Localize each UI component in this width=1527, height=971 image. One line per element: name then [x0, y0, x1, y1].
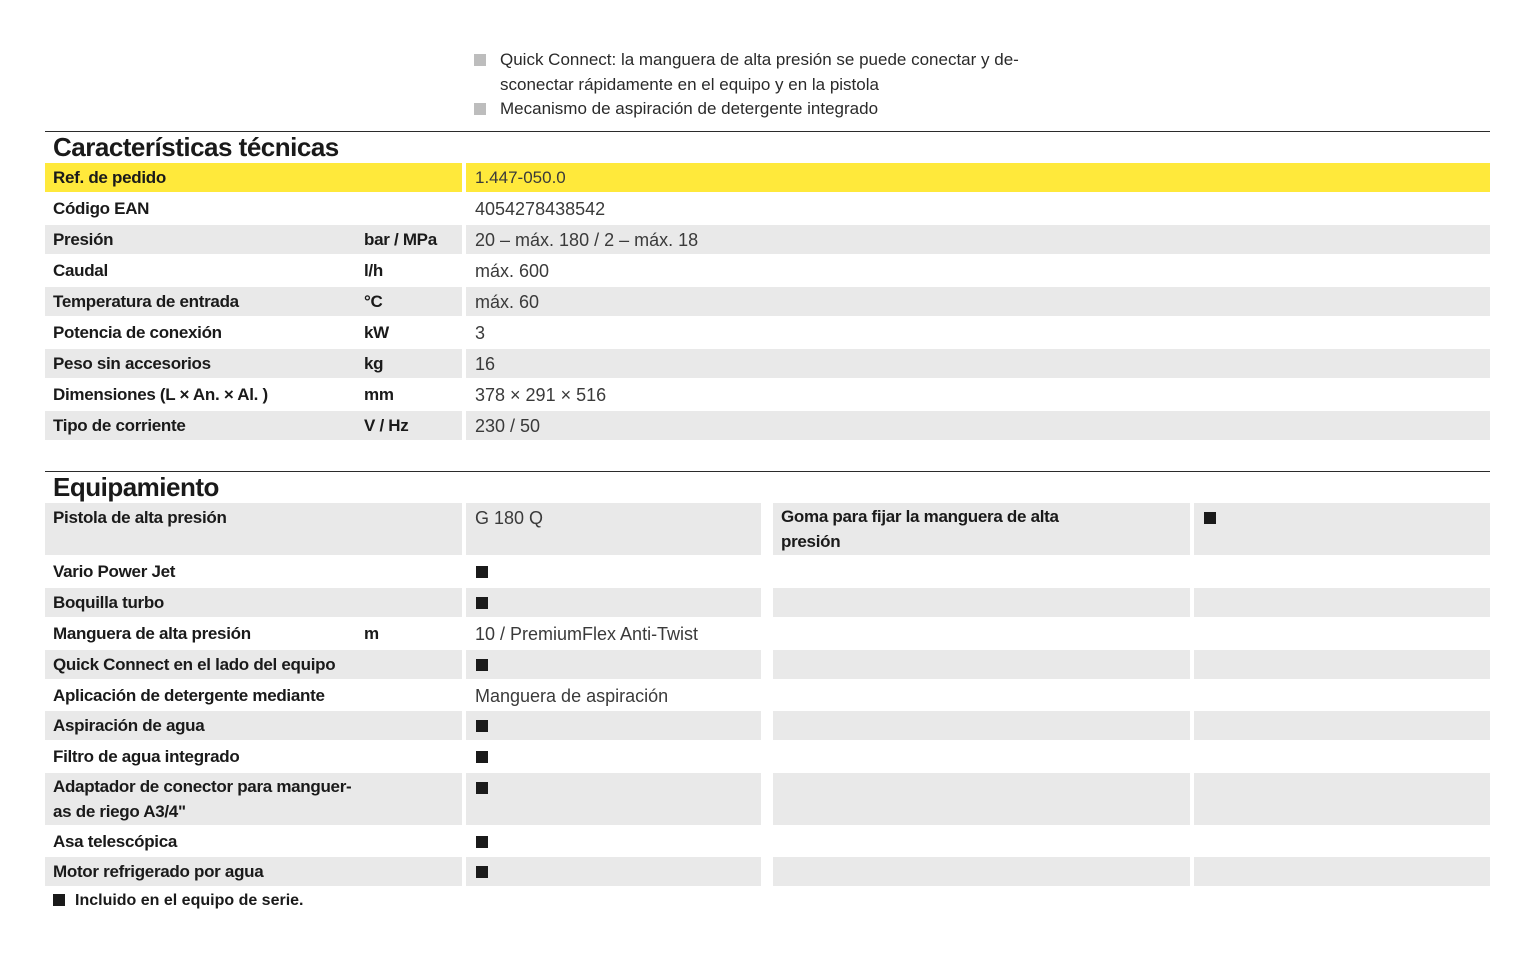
row-label: Pistola de alta presión: [45, 503, 462, 555]
row-label: Temperatura de entrada: [53, 292, 239, 311]
table-row: [45, 194, 1490, 223]
included-square-icon: [476, 659, 488, 671]
row-value: máx. 600: [475, 261, 550, 281]
included-square-icon: [476, 866, 488, 878]
tech-section-title: Características técnicas: [53, 132, 339, 162]
row-label: Caudal: [53, 261, 108, 280]
row-unit: V / Hz: [364, 416, 409, 435]
bullet-square-icon: [474, 103, 486, 115]
row-value: 3: [475, 323, 486, 343]
row-label: Presión: [53, 230, 114, 249]
row-value: Manguera de aspiración: [475, 686, 669, 706]
feature-item: Quick Connect: la manguera de alta presión se puede conectar y de- sconectar rápidamente en el equipo y en la pistola: [474, 48, 1054, 97]
included-square-icon: [476, 782, 488, 794]
table-row: [45, 650, 1490, 679]
table-row: [45, 773, 1490, 825]
table-row: [45, 256, 1490, 285]
table-row: [45, 225, 1490, 254]
legend: [53, 892, 304, 910]
included-square-icon: [476, 751, 488, 763]
table-row: [45, 163, 1490, 192]
included-square-icon: [476, 566, 488, 578]
row-label: Filtro de agua integrado: [53, 747, 240, 766]
bullet-square-icon: [474, 54, 486, 66]
table-row: [45, 681, 1490, 710]
table-row: [45, 380, 1490, 409]
table-row: [45, 557, 1490, 586]
row-unit: kg: [364, 354, 384, 373]
table-row: [45, 827, 1490, 856]
row-unit: °C: [364, 292, 383, 311]
row-label: Código EAN: [53, 199, 150, 218]
row-label: Manguera de alta presión: [53, 624, 251, 643]
table-row: [45, 619, 1490, 648]
feature-list: [474, 48, 1054, 122]
included-square-icon: [476, 720, 488, 732]
row-value: 378 × 291 × 516: [475, 385, 607, 405]
row-unit: mm: [364, 385, 394, 404]
legend-text: Incluido en el equipo de serie.: [75, 892, 304, 909]
row-label: Asa telescópica: [53, 832, 178, 851]
included-square-icon: [476, 836, 488, 848]
table-row: [45, 287, 1490, 316]
row-label: Ref. de pedido: [45, 163, 462, 192]
row-label: Adaptador de conector para manguer- as de riego A3/4": [45, 773, 462, 825]
row-label: Peso sin accesorios: [53, 354, 211, 373]
row-label: Motor refrigerado por agua: [45, 857, 462, 886]
table-row: [45, 857, 1490, 886]
included-square-icon: [1204, 512, 1216, 524]
row-label: Tipo de corriente: [53, 416, 186, 435]
row-value: 230 / 50: [466, 411, 1490, 440]
table-row: [45, 742, 1490, 771]
row-label: Aspiración de agua: [45, 711, 462, 740]
row-label: Quick Connect en el lado del equipo: [45, 650, 462, 679]
equip-section-title: Equipamiento: [53, 472, 219, 502]
row-value: 1.447-050.0: [466, 163, 1490, 192]
section-divider: [45, 471, 1490, 472]
row-label: Dimensiones (L × An. × Al. ): [53, 385, 268, 404]
row-value: máx. 60: [466, 287, 1490, 316]
table-row: [45, 411, 1490, 440]
row-unit: bar / MPa: [364, 230, 437, 249]
row-value: 20 – máx. 180 / 2 – máx. 18: [466, 225, 1490, 254]
row-unit: m: [364, 624, 379, 643]
table-row: [45, 588, 1490, 617]
row-value: 10 / PremiumFlex Anti-Twist: [475, 624, 699, 644]
row-value: G 180 Q: [466, 503, 761, 555]
feature-item: Mecanismo de aspiración de detergente integrado: [474, 97, 1054, 122]
row-label-secondary: Goma para fijar la manguera de alta presión: [773, 503, 1190, 555]
included-square-icon: [476, 597, 488, 609]
table-row: [45, 318, 1490, 347]
row-label: Potencia de conexión: [53, 323, 222, 342]
row-value: 16: [466, 349, 1490, 378]
row-unit: l/h: [364, 261, 383, 280]
row-label: Boquilla turbo: [45, 588, 462, 617]
included-square-icon: [53, 894, 65, 906]
table-row: [45, 349, 1490, 378]
row-value: 4054278438542: [475, 199, 606, 219]
table-row: [45, 711, 1490, 740]
row-unit: kW: [364, 323, 389, 342]
row-label: Vario Power Jet: [53, 562, 176, 581]
row-label: Aplicación de detergente mediante: [53, 686, 325, 705]
table-row: [45, 503, 1490, 555]
